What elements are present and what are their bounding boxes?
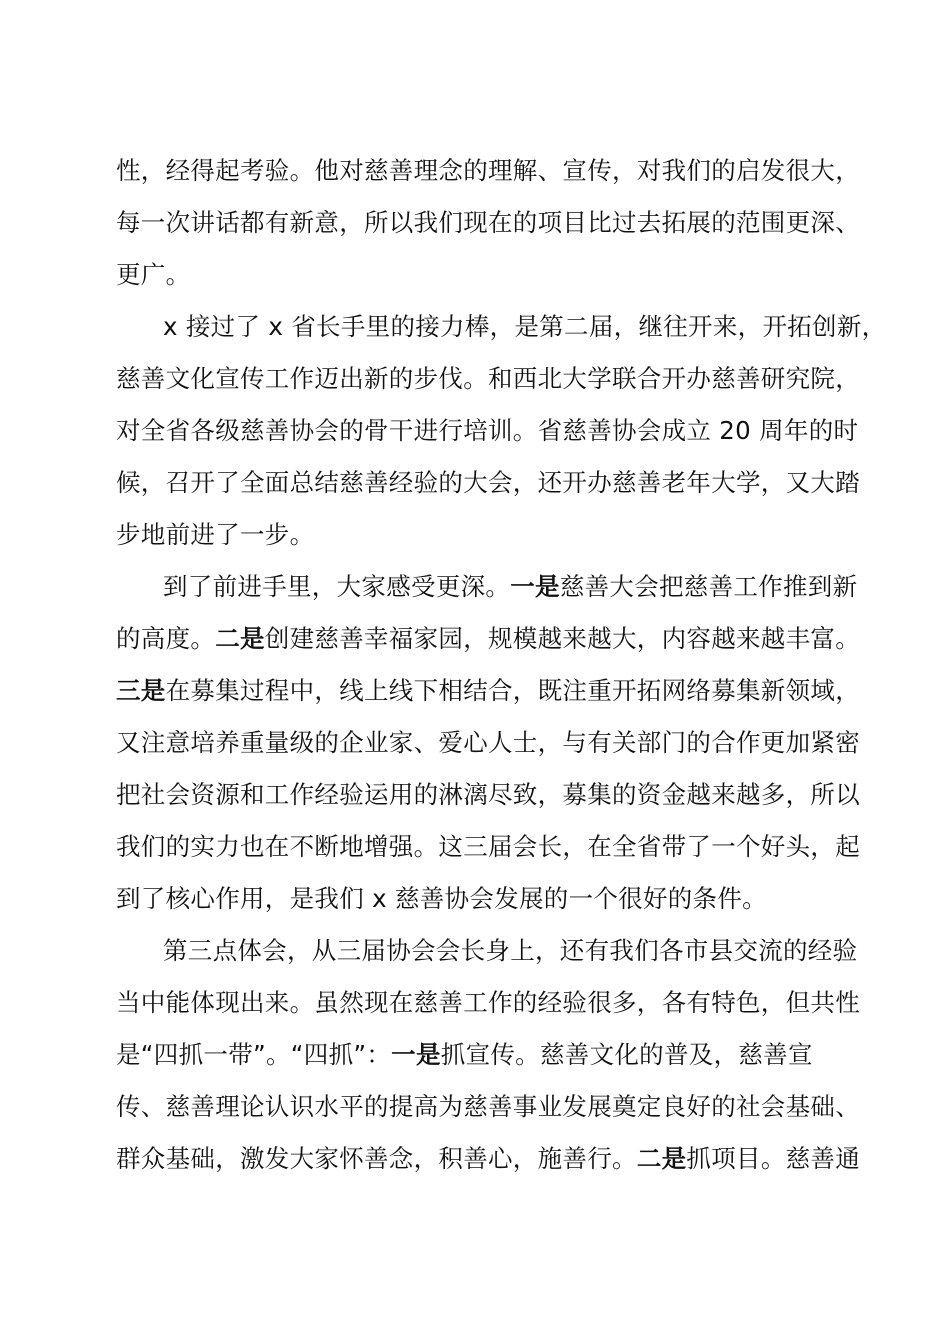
text-line (116, 1142, 861, 1176)
text-line: 把社会资源和工作经验运用的淋漓尽致，募集的资金越来越多，所以 (116, 780, 860, 809)
text-line (116, 1038, 856, 1072)
text-line: 当中能体现出来。虽然现在慈善工作的经验很多，各有特色，但共性 (116, 988, 860, 1017)
bold-run: 二是 (215, 624, 265, 653)
text-run: 慈善大会把慈善工作推到新 (559, 572, 858, 601)
text-line: 性，经得起考验。他对慈善理念的理解、宣传，对我们的启发很大， (116, 156, 860, 185)
text-run: 群众基础，激发大家怀善念，积善心，施善行。 (116, 1144, 637, 1173)
text-line: 到了核心作用，是我们 x 慈善协会发展的一个很好的条件。 (116, 884, 767, 913)
bold-run: 一是 (391, 1040, 441, 1069)
bold-run: 一是 (510, 572, 560, 601)
text-line: 候，召开了全面总结慈善经验的大会，还开办慈善老年大学，又大踏 (116, 468, 860, 497)
text-run: 抓宣传。慈善文化的普及，慈善宣 (440, 1040, 813, 1069)
text-run: 创建慈善幸福家园，规模越来越大，内容越来越丰富。 (264, 624, 861, 653)
text-run: 抓项目。慈善通 (686, 1144, 861, 1173)
paragraph-start: x 接过了 x 省长手里的接力棒，是第二届，继往开来，开拓创新， (163, 312, 887, 341)
text-line: 又注意培养重量级的企业家、爱心人士，与有关部门的合作更加紧密 (116, 728, 860, 757)
text-line: 更广。 (116, 260, 191, 289)
bold-run: 三是 (116, 676, 166, 705)
text-run: 到了前进手里，大家感受更深。 (163, 572, 511, 601)
text-line (116, 674, 861, 708)
text-line: 步地前进了一步。 (116, 520, 315, 549)
text-line: 对全省各级慈善协会的骨干进行培训。省慈善协会成立 20 周年的时 (116, 416, 859, 445)
text-run: 的高度。 (116, 624, 216, 653)
paragraph-start (163, 570, 856, 604)
text-line (116, 622, 861, 656)
text-run: 在募集过程中，线上线下相结合，既注重开拓网络募集新领域， (165, 676, 861, 705)
text-run: 是“四抓一带”。“四抓”： (116, 1040, 392, 1069)
text-line: 传、慈善理论认识水平的提高为慈善事业发展奠定良好的社会基础、 (116, 1092, 860, 1121)
text-line: 我们的实力也在不断地增强。这三届会长，在全省带了一个好头，起 (116, 832, 860, 861)
paragraph-start: 第三点体会，从三届协会会长身上，还有我们各市县交流的经验 (163, 936, 858, 965)
text-line: 慈善文化宣传工作迈出新的步伐。和西北大学联合开办慈善研究院， (116, 364, 860, 393)
bold-run: 二是 (636, 1144, 687, 1173)
text-line: 每一次讲话都有新意，所以我们现在的项目比过去拓展的范围更深、 (116, 208, 860, 237)
